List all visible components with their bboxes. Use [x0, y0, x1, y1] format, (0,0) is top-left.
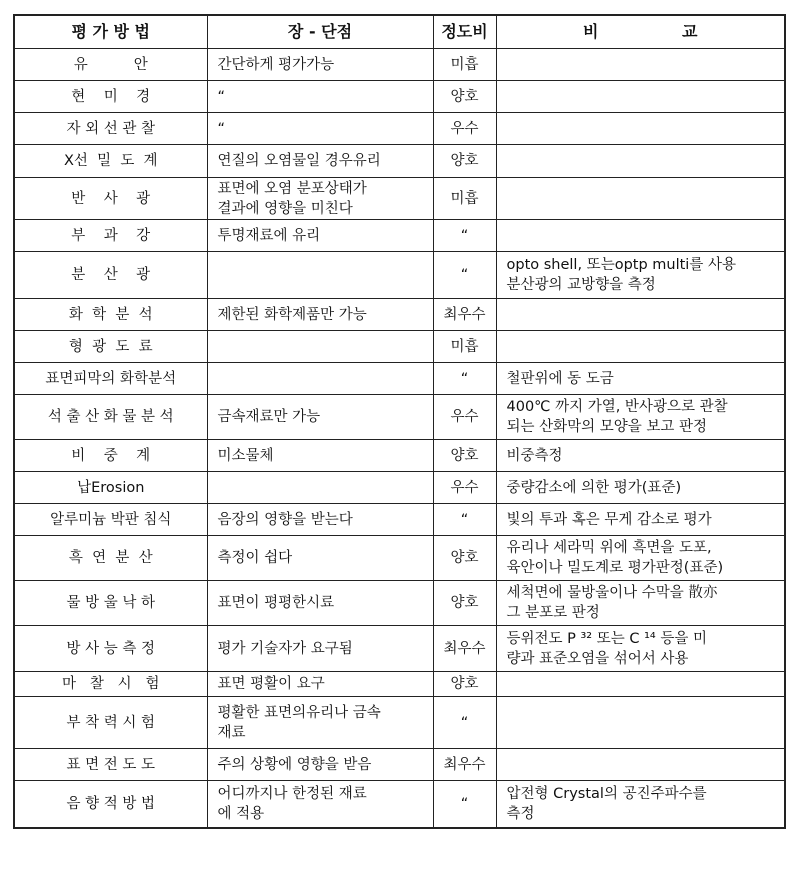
evaluation-method-table	[13, 14, 786, 829]
accuracy-cell: 양호	[433, 440, 496, 472]
table-body	[14, 49, 785, 828]
table-row	[14, 363, 785, 395]
table-row	[14, 81, 785, 113]
header-note: 비 교	[496, 15, 785, 49]
method-cell: 알루미늄 박판 침식	[14, 504, 207, 536]
accuracy-cell: 미흡	[433, 331, 496, 363]
table-row	[14, 440, 785, 472]
accuracy-cell: 양호	[433, 672, 496, 697]
note-cell	[496, 49, 785, 81]
table-row	[14, 536, 785, 581]
pros-cons-cell: 금속재료만 가능	[207, 395, 433, 440]
pros-cons-cell: 제한된 화학제품만 가능	[207, 299, 433, 331]
header-pros-cons: 장 - 단점	[207, 15, 433, 49]
table-row	[14, 113, 785, 145]
pros-cons-cell: 연질의 오염물일 경우유리	[207, 145, 433, 178]
note-cell: 세척면에 물방울이나 수막을 散亦 그 분포로 판정	[496, 581, 785, 626]
pros-cons-cell: 미소물체	[207, 440, 433, 472]
note-cell: 비중측정	[496, 440, 785, 472]
note-cell: opto shell, 또는optp multi를 사용 분산광의 교방향을 측정	[496, 252, 785, 299]
note-cell	[496, 178, 785, 220]
note-cell: 압전형 Crystal의 공진주파수를 측정	[496, 781, 785, 828]
pros-cons-cell: 투명재료에 유리	[207, 220, 433, 252]
pros-cons-cell	[207, 472, 433, 504]
accuracy-cell: 최우수	[433, 299, 496, 331]
method-cell: 방 사 능 측 정	[14, 626, 207, 672]
note-cell	[496, 299, 785, 331]
header-accuracy: 정도비	[433, 15, 496, 49]
table-row	[14, 331, 785, 363]
table-row	[14, 395, 785, 440]
note-cell: 빛의 투과 혹은 무게 감소로 평가	[496, 504, 785, 536]
method-cell: X선 밀 도 계	[14, 145, 207, 178]
pros-cons-cell: 간단하게 평가가능	[207, 49, 433, 81]
table-row	[14, 299, 785, 331]
accuracy-cell: 최우수	[433, 749, 496, 781]
accuracy-cell: “	[433, 220, 496, 252]
method-cell: 표 면 전 도 도	[14, 749, 207, 781]
note-cell	[496, 331, 785, 363]
pros-cons-cell: “	[207, 81, 433, 113]
pros-cons-cell: 주의 상황에 영향을 받음	[207, 749, 433, 781]
note-cell	[496, 672, 785, 697]
accuracy-cell: 미흡	[433, 178, 496, 220]
table-row	[14, 697, 785, 749]
method-cell: 석 출 산 화 물 분 석	[14, 395, 207, 440]
pros-cons-cell	[207, 331, 433, 363]
method-cell: 부 과 강	[14, 220, 207, 252]
method-cell: 부 착 력 시 험	[14, 697, 207, 749]
pros-cons-cell: 평활한 표면의유리나 금속 재료	[207, 697, 433, 749]
note-cell: 등위전도 P ³² 또는 C ¹⁴ 등을 미 량과 표준오염을 섞어서 사용	[496, 626, 785, 672]
accuracy-cell: “	[433, 252, 496, 299]
table-row	[14, 781, 785, 828]
accuracy-cell: “	[433, 697, 496, 749]
table-row	[14, 145, 785, 178]
method-cell: 형 광 도 료	[14, 331, 207, 363]
method-cell: 마 찰 시 험	[14, 672, 207, 697]
table-row	[14, 504, 785, 536]
method-cell: 음 향 적 방 법	[14, 781, 207, 828]
table-row	[14, 672, 785, 697]
note-cell: 유리나 세라믹 위에 흑면을 도포, 육안이나 밀도계로 평가판정(표준)	[496, 536, 785, 581]
note-cell	[496, 145, 785, 178]
method-cell: 화 학 분 석	[14, 299, 207, 331]
accuracy-cell: “	[433, 504, 496, 536]
method-cell: 유 안	[14, 49, 207, 81]
accuracy-cell: “	[433, 781, 496, 828]
note-cell	[496, 81, 785, 113]
note-cell	[496, 697, 785, 749]
pros-cons-cell: 표면에 오염 분포상태가 결과에 영향을 미친다	[207, 178, 433, 220]
accuracy-cell: 미흡	[433, 49, 496, 81]
accuracy-cell: 최우수	[433, 626, 496, 672]
accuracy-cell: 양호	[433, 81, 496, 113]
table-row	[14, 581, 785, 626]
note-cell	[496, 749, 785, 781]
accuracy-cell: 양호	[433, 145, 496, 178]
note-cell	[496, 220, 785, 252]
accuracy-cell: 우수	[433, 472, 496, 504]
table-row	[14, 49, 785, 81]
note-cell: 중량감소에 의한 평가(표준)	[496, 472, 785, 504]
pros-cons-cell: 측정이 쉽다	[207, 536, 433, 581]
accuracy-cell: 우수	[433, 395, 496, 440]
pros-cons-cell	[207, 363, 433, 395]
pros-cons-cell: 음장의 영향을 받는다	[207, 504, 433, 536]
note-cell: 400℃ 까지 가열, 반사광으로 관찰 되는 산화막의 모양을 보고 판정	[496, 395, 785, 440]
accuracy-cell: 우수	[433, 113, 496, 145]
method-cell: 현 미 경	[14, 81, 207, 113]
pros-cons-cell: 평가 기술자가 요구됨	[207, 626, 433, 672]
pros-cons-cell: “	[207, 113, 433, 145]
method-cell: 비 중 계	[14, 440, 207, 472]
accuracy-cell: 양호	[433, 536, 496, 581]
table-row	[14, 472, 785, 504]
pros-cons-cell: 어디까지나 한정된 재료 에 적용	[207, 781, 433, 828]
method-cell: 흑 연 분 산	[14, 536, 207, 581]
method-cell: 자 외 선 관 찰	[14, 113, 207, 145]
table-row	[14, 178, 785, 220]
table-row	[14, 220, 785, 252]
table-row	[14, 626, 785, 672]
note-cell: 철판위에 동 도금	[496, 363, 785, 395]
method-cell: 물 방 울 낙 하	[14, 581, 207, 626]
method-cell: 납Erosion	[14, 472, 207, 504]
header-method: 평 가 방 법	[14, 15, 207, 49]
accuracy-cell: “	[433, 363, 496, 395]
note-cell	[496, 113, 785, 145]
pros-cons-cell	[207, 252, 433, 299]
pros-cons-cell: 표면이 평평한시료	[207, 581, 433, 626]
method-cell: 표면피막의 화학분석	[14, 363, 207, 395]
accuracy-cell: 양호	[433, 581, 496, 626]
header-row	[14, 15, 785, 49]
method-cell: 반 사 광	[14, 178, 207, 220]
pros-cons-cell: 표면 평활이 요구	[207, 672, 433, 697]
method-cell: 분 산 광	[14, 252, 207, 299]
table-row	[14, 252, 785, 299]
table-row	[14, 749, 785, 781]
